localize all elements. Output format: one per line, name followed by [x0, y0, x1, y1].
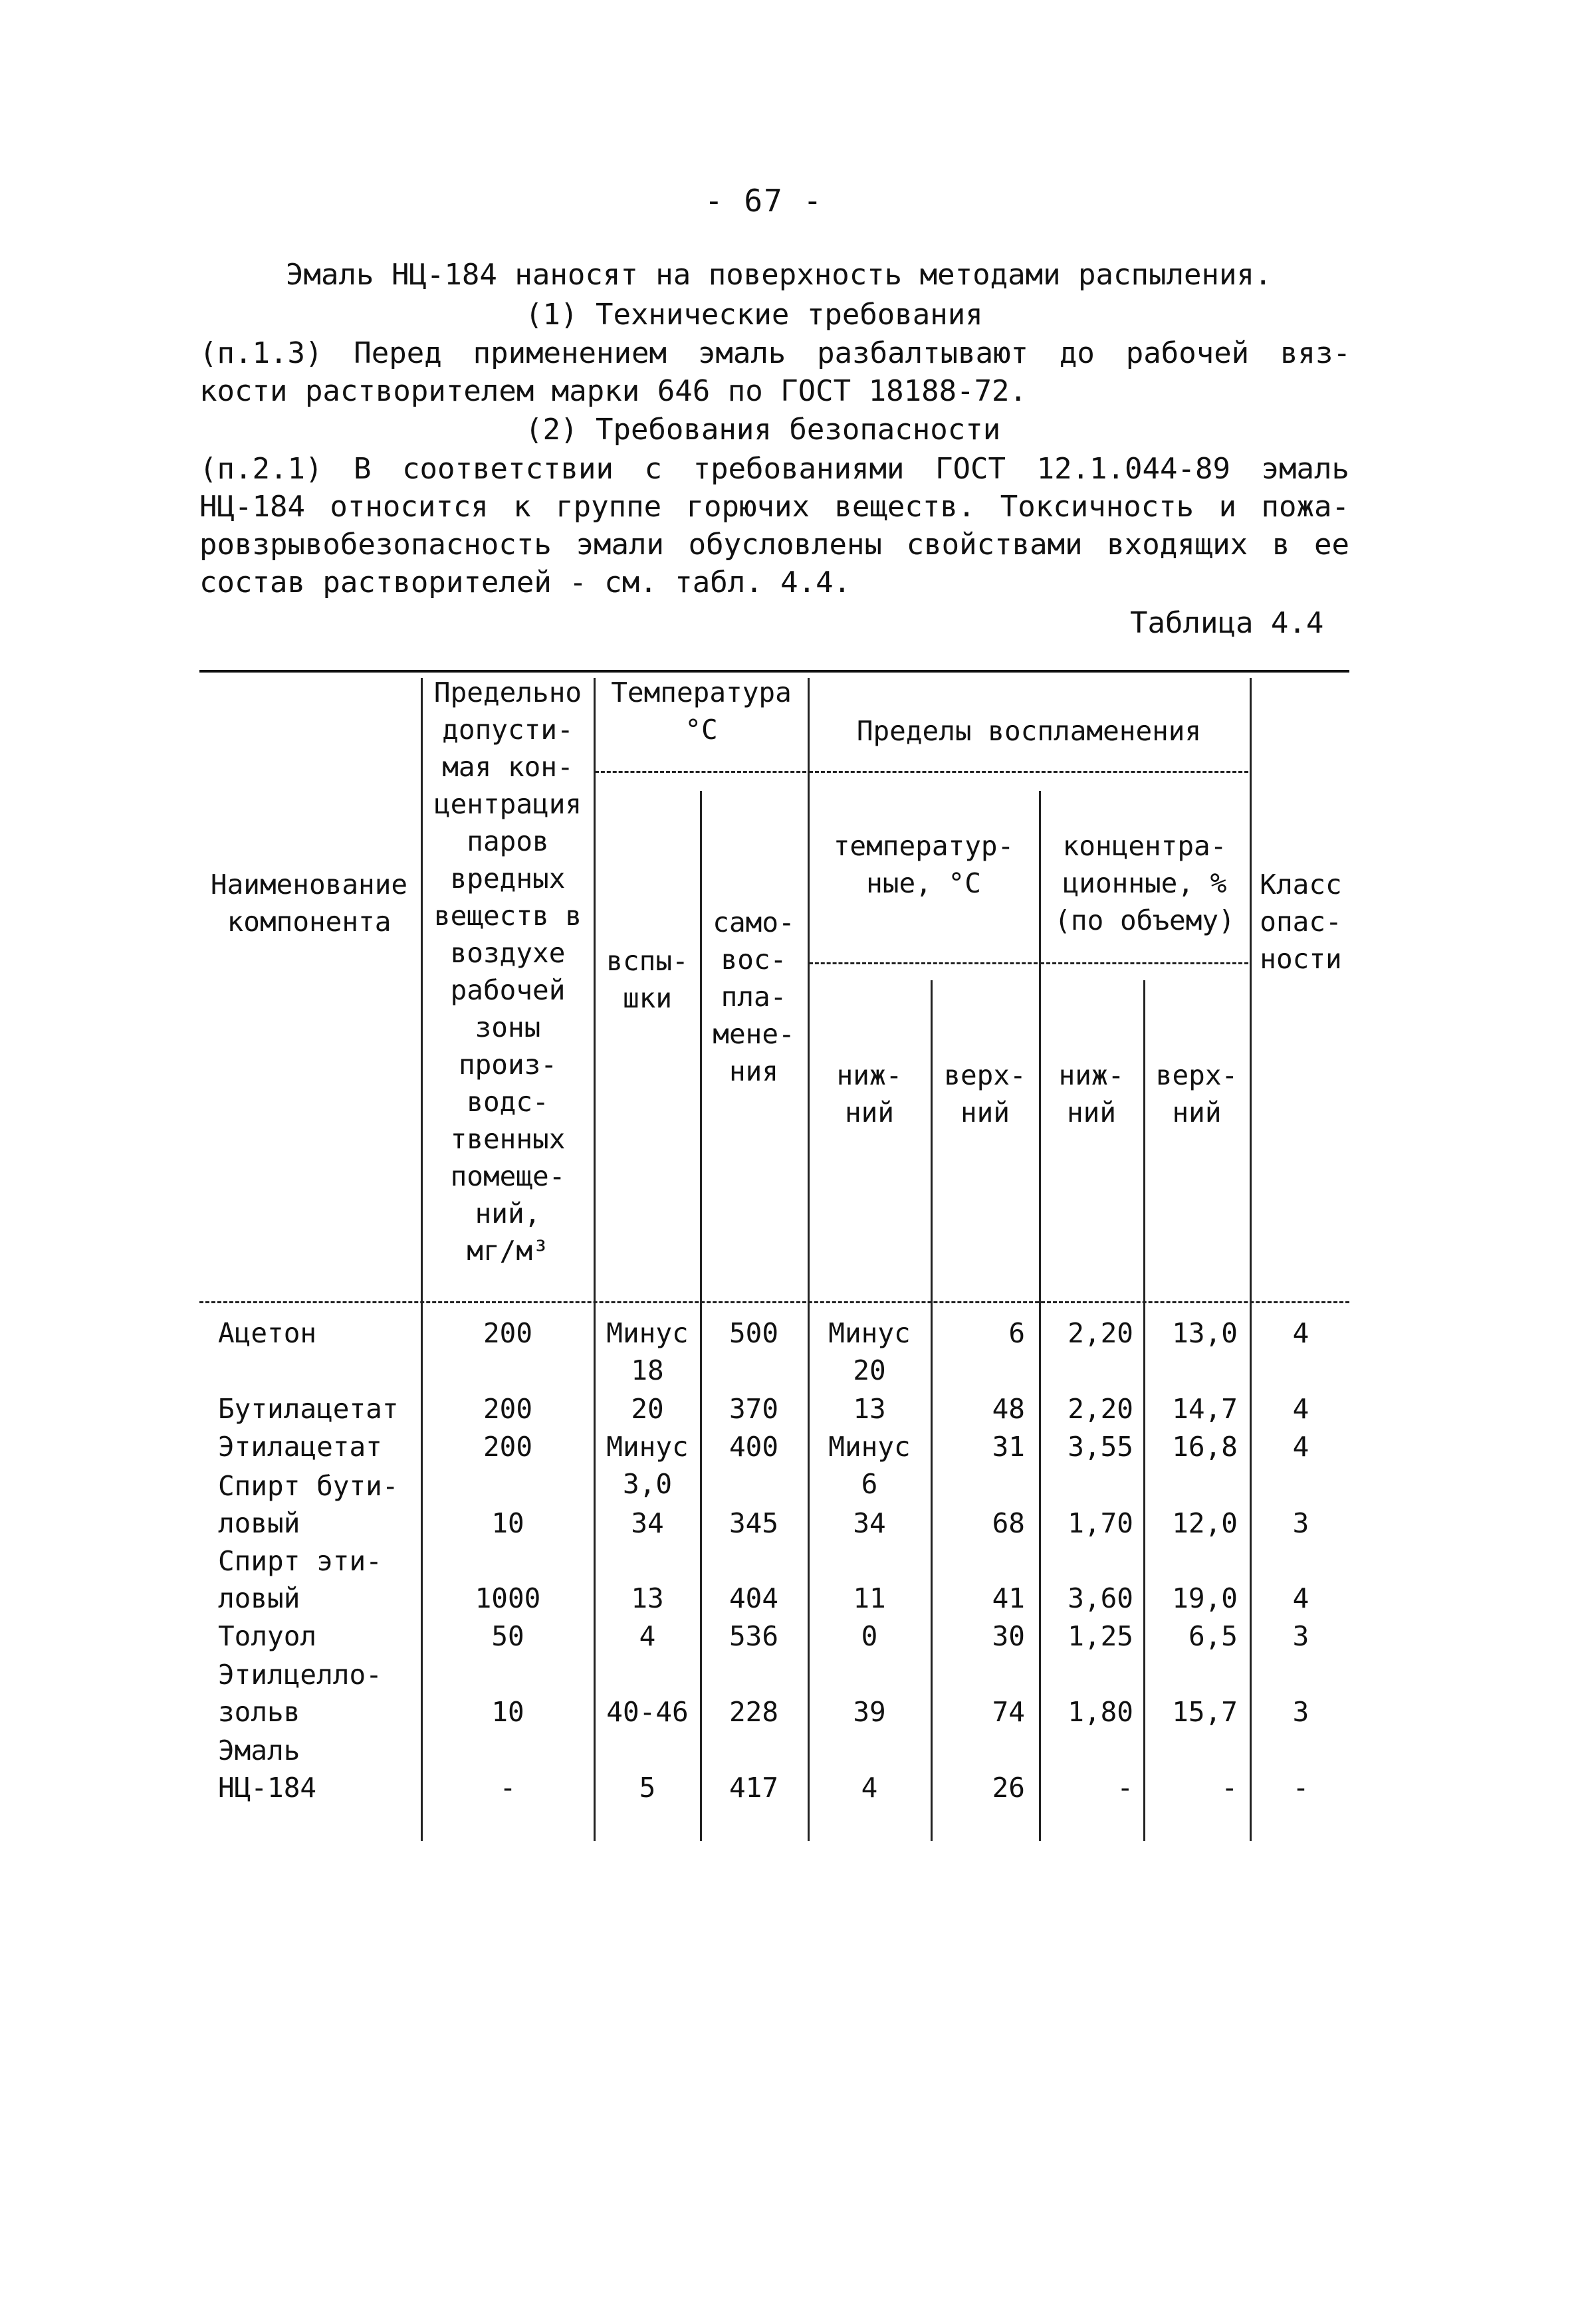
table-cell-t-lower: Минус 6: [828, 1431, 911, 1500]
table-cell-flash: 5: [639, 1772, 656, 1804]
header-divider: [809, 962, 1038, 964]
header-hazard-class: Класс опас- ности: [1260, 869, 1342, 975]
table-cell-mpc: 200: [483, 1431, 533, 1463]
table-cell-name: Этилацетат: [218, 1431, 382, 1463]
table-cell-c-upper: -: [1221, 1772, 1238, 1804]
table-cell-t-lower: 0: [861, 1620, 878, 1652]
header-divider: [595, 771, 806, 773]
table-cell-flash: Минус 18: [606, 1317, 689, 1386]
table-cell-c-lower: -: [1117, 1772, 1133, 1804]
table-cell-flash: 13: [631, 1582, 664, 1614]
table-cell-hazard: 3: [1292, 1696, 1309, 1728]
table-cell-hazard: 3: [1292, 1507, 1309, 1539]
header-divider: [809, 771, 1248, 773]
table-cell-t-lower: 34: [853, 1507, 886, 1539]
table-cell-name: Ацетон: [218, 1317, 317, 1349]
table-cell-c-lower: 1,70: [1068, 1507, 1133, 1539]
table-cell-autoignition: 370: [729, 1393, 779, 1425]
table-cell-flash: 4: [639, 1620, 656, 1652]
table-cell-flash: 34: [631, 1507, 664, 1539]
table-cell-name: Бутилацетат: [218, 1393, 399, 1425]
table-cell-t-upper: 41: [992, 1582, 1025, 1614]
table-cell-t-upper: 74: [992, 1696, 1025, 1728]
table-cell-name: Этилцелло- зольв: [218, 1659, 382, 1728]
table-cell-c-lower: 3,55: [1068, 1431, 1133, 1463]
table-cell-autoignition: 345: [729, 1507, 779, 1539]
header-component: Наименование компонента: [210, 869, 408, 938]
paragraph-line: кости растворителем марки 646 по ГОСТ 18188-72.: [199, 374, 1028, 408]
table-cell-mpc: 50: [491, 1620, 524, 1652]
table-cell-t-lower: 39: [853, 1696, 886, 1728]
table-cell-hazard: 3: [1292, 1620, 1309, 1652]
table-cell-c-upper: 12,0: [1172, 1507, 1238, 1539]
table-cell-c-lower: 1,25: [1068, 1620, 1133, 1652]
table-cell-t-lower: Минус 20: [828, 1317, 911, 1386]
table-cell-name: Толуол: [218, 1620, 317, 1652]
table-cell-t-lower: 13: [853, 1393, 886, 1425]
table-cell-t-upper: 68: [992, 1507, 1025, 1539]
table-cell-mpc: -: [499, 1772, 516, 1804]
table-cell-c-upper: 19,0: [1172, 1582, 1238, 1614]
table-cell-name: Эмаль НЦ-184: [218, 1735, 317, 1804]
table-cell-autoignition: 536: [729, 1620, 779, 1652]
table-cell-c-upper: 14,7: [1172, 1393, 1238, 1425]
header-autoignition: само- вос- пла- мене- ния: [713, 906, 795, 1087]
table-cell-c-lower: 2,20: [1068, 1317, 1133, 1349]
column-separator: [594, 678, 596, 1841]
table-cell-c-upper: 15,7: [1172, 1696, 1238, 1728]
table-cell-autoignition: 404: [729, 1582, 779, 1614]
table-cell-hazard: 4: [1292, 1582, 1309, 1614]
section-title-technical: (1) Технические требования: [525, 298, 983, 332]
paragraph-line: ровзрывобезопасность эмали обусловлены свойствами входящих в ее: [199, 528, 1349, 562]
paragraph-line: НЦ-184 относится к группе горючих веществ. Токсичность и пожа-: [199, 490, 1349, 524]
page-number: - 67 -: [705, 183, 824, 219]
table-cell-autoignition: 500: [729, 1317, 779, 1349]
table-cell-mpc: 1000: [475, 1582, 541, 1614]
table-cell-t-upper: 48: [992, 1393, 1025, 1425]
column-separator: [1250, 678, 1252, 1841]
table-cell-c-upper: 6,5: [1188, 1620, 1238, 1652]
table-cell-t-upper: 31: [992, 1431, 1025, 1463]
table-cell-autoignition: 228: [729, 1696, 779, 1728]
header-conc-lower: ниж- ний: [1058, 1059, 1125, 1128]
table-cell-t-upper: 30: [992, 1620, 1025, 1652]
table-cell-t-lower: 4: [861, 1772, 878, 1804]
table-cell-c-upper: 13,0: [1172, 1317, 1238, 1349]
paragraph-line: (п.2.1) В соответствии с требованиями ГОСТ 12.1.044-89 эмаль: [199, 452, 1349, 486]
table-cell-mpc: 200: [483, 1393, 533, 1425]
table-cell-flash: Минус 3,0: [606, 1431, 689, 1500]
header-temp-lower: ниж- ний: [836, 1059, 903, 1128]
header-flammability-limits: Пределы воспламенения: [856, 715, 1202, 747]
table-cell-t-lower: 11: [853, 1582, 886, 1614]
table-cell-flash: 20: [631, 1393, 664, 1425]
table-cell-hazard: 4: [1292, 1431, 1309, 1463]
header-flash: вспы- шки: [606, 945, 689, 1014]
header-divider: [1040, 962, 1248, 964]
header-temp-upper: верх- ний: [944, 1059, 1026, 1128]
table-cell-mpc: 10: [491, 1507, 524, 1539]
table-cell-c-lower: 2,20: [1068, 1393, 1133, 1425]
table-top-rule: [199, 670, 1349, 673]
table-cell-mpc: 200: [483, 1317, 533, 1349]
header-conc-upper: верх- ний: [1155, 1059, 1238, 1128]
table-title: Таблица 4.4: [1130, 606, 1324, 640]
table-cell-t-upper: 26: [992, 1772, 1025, 1804]
paragraph-line: (п.1.3) Перед применением эмаль разбалтывают до рабочей вяз-: [199, 336, 1351, 370]
table-cell-hazard: -: [1292, 1772, 1309, 1804]
table-cell-autoignition: 400: [729, 1431, 779, 1463]
table-cell-c-upper: 16,8: [1172, 1431, 1238, 1463]
paragraph-line: состав растворителей - см. табл. 4.4.: [199, 566, 851, 599]
table-cell-name: Спирт эти- ловый: [218, 1545, 382, 1614]
section-title-safety: (2) Требования безопасности: [525, 413, 1001, 447]
table-cell-name: Спирт бути- ловый: [218, 1470, 399, 1539]
table-cell-t-upper: 6: [1008, 1317, 1025, 1349]
intro-paragraph: Эмаль НЦ-184 наносят на поверхность методами распыления.: [286, 258, 1272, 292]
header-temperature: Температура °С: [611, 677, 792, 746]
table-cell-hazard: 4: [1292, 1393, 1309, 1425]
table-cell-flash: 40-46: [606, 1696, 689, 1728]
table-cell-mpc: 10: [491, 1696, 524, 1728]
table-cell-hazard: 4: [1292, 1317, 1309, 1349]
header-concentration-limits: концентра- ционные, % (по объему): [1054, 830, 1235, 936]
header-mpc: Предельно допусти- мая кон- центрация паров вредных веществ в воздухе рабочей зоны произ- водс- твенных помеще- ний, мг/м³: [433, 677, 582, 1267]
header-bottom-divider: [199, 1301, 1349, 1303]
table-cell-c-lower: 1,80: [1068, 1696, 1133, 1728]
table-cell-c-lower: 3,60: [1068, 1582, 1133, 1614]
table-cell-autoignition: 417: [729, 1772, 779, 1804]
header-temperature-limits: температур- ные, °С: [833, 830, 1014, 899]
